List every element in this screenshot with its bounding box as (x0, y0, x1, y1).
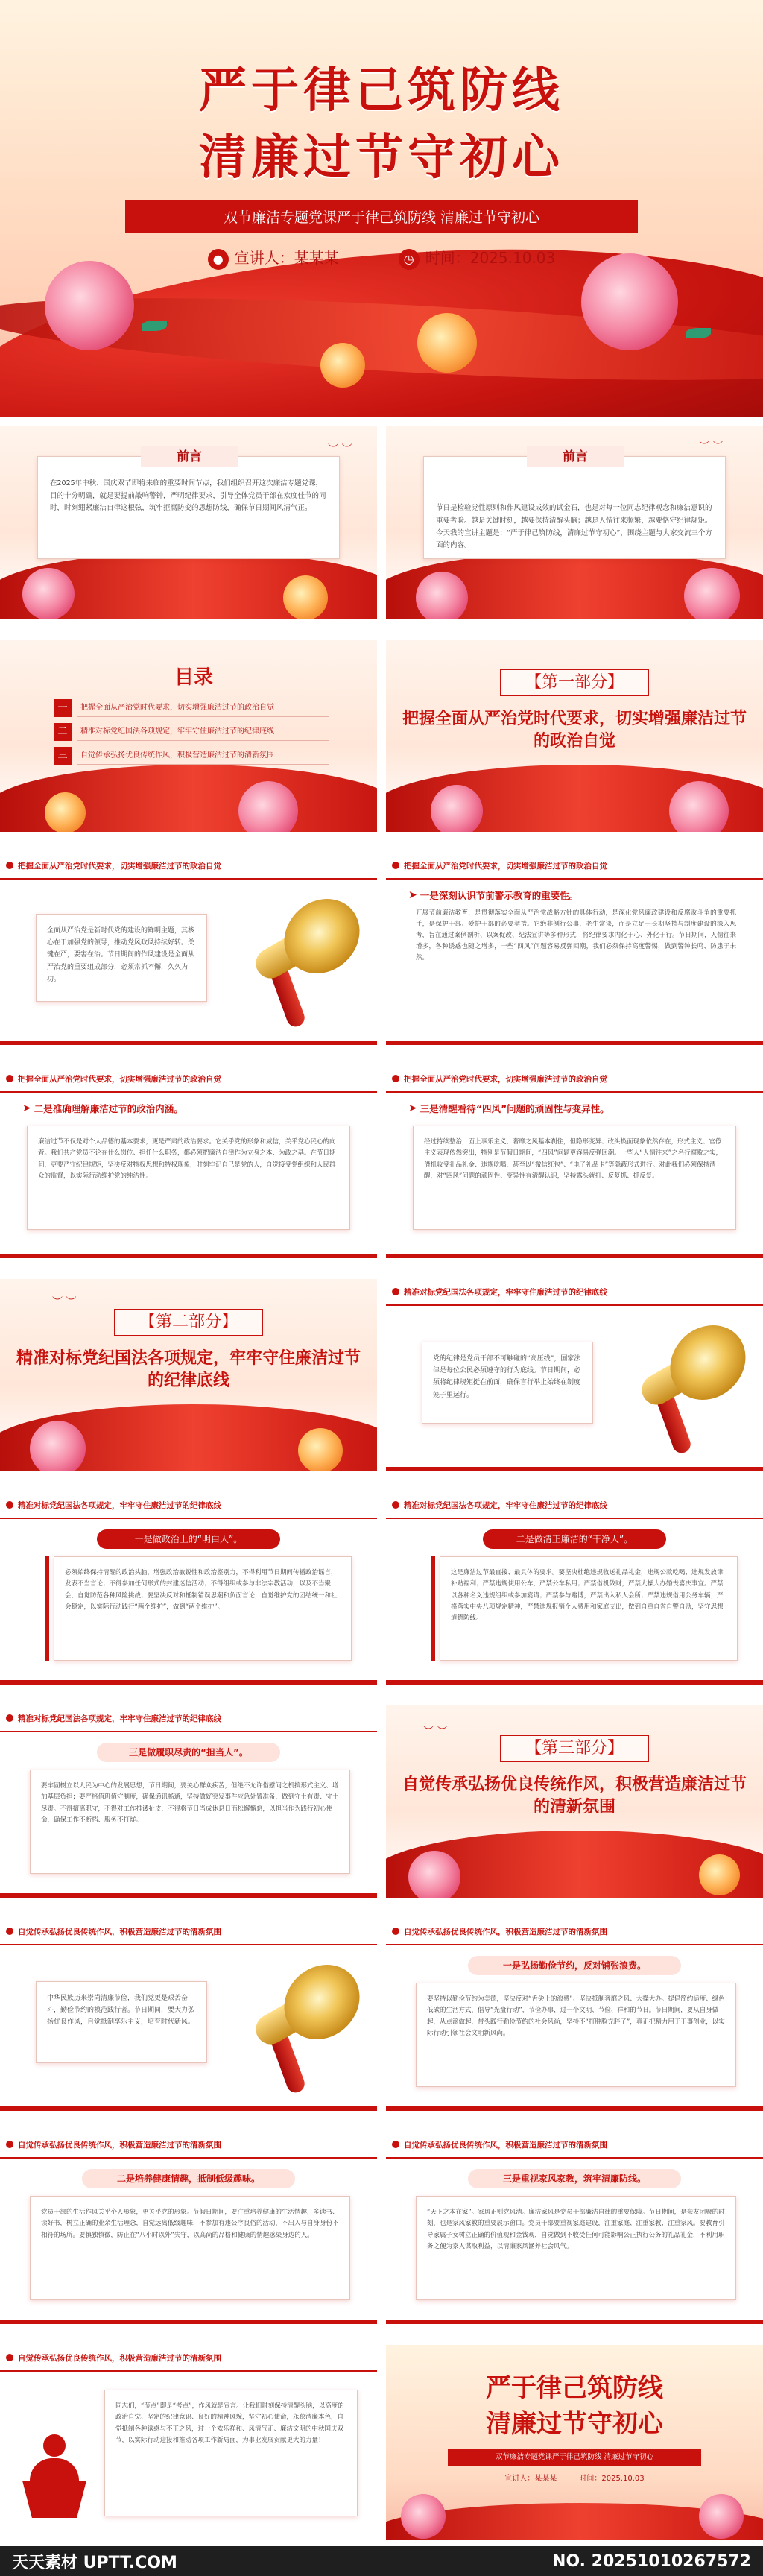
part3-intro-slide (0, 1919, 377, 2111)
final-title-line1: 严于律己筑防线 (486, 2373, 663, 2403)
bird-icon: ︶ ︶ (52, 1296, 77, 1308)
header-text: 精准对标党纪国法各项规定，牢牢守住廉洁过节的纪律底线 (404, 1287, 607, 1297)
toc-num: 二 (54, 723, 72, 741)
final-banner: 双节廉洁专题党课严于律己筑防线 清廉过节守初心 (448, 2449, 701, 2466)
slide-footer (0, 1680, 377, 1685)
part1-title: 把握全面从严治党时代要求，切实增强廉洁过节的政治自觉 (402, 709, 747, 751)
point-box (416, 2196, 736, 2300)
part2-point3-slide (0, 1705, 377, 1898)
preface-slide-right (386, 426, 763, 619)
red-bar-decoration (431, 1556, 435, 1661)
part2-intro-slide (386, 1279, 763, 1471)
chrysanthemum-icon (298, 1428, 343, 1471)
leaf-icon (142, 321, 167, 331)
watermark-left: 天天素材 UPTT.COM (12, 2553, 177, 2572)
trumpet-bell-icon (279, 899, 364, 973)
toc-item-1[interactable] (54, 699, 329, 717)
slide-footer (386, 1467, 763, 1471)
watermark-bar (0, 2546, 763, 2576)
slide-footer (386, 1041, 763, 1045)
part2-title: 精准对标党纪国法各项规定，牢牢守住廉洁过节的纪律底线 (16, 1348, 361, 1390)
part1-point2-slide (0, 1066, 377, 1258)
part3-title-slide (386, 1705, 763, 1898)
trumpet-icon (624, 1321, 751, 1462)
header-text: 把握全面从严治党时代要求，切实增强廉洁过节的政治自觉 (404, 861, 607, 871)
peony-icon (416, 572, 468, 619)
intro-box (422, 1342, 593, 1424)
cover-slide (0, 0, 763, 417)
slide-header (386, 1279, 763, 1306)
slide-footer (0, 1041, 377, 1045)
slide-header (0, 1492, 377, 1519)
part3-point3-slide (386, 2132, 763, 2324)
point-text: 开展节前廉洁教育，是贯彻落实全面从严治党战略方针的具体行动，是深化党风廉政建设和反腐败斗争的重要抓手，是保护干部、爱护干部的必要举措。它绝非例行公事，老生常谈，而是立足于长期坚持与制度建设的深入思考，旨在通过案例剖析、以案促改、纪法宣讲等多种形式，将纪律要求内化于心、外化于行。节日期间，人情往来增多，各种诱惑也随之增多，一些“四风”问题容易反弹回潮，我们必须保持高度警惕，做到警钟长鸣、防患于未然。 (416, 909, 736, 962)
point-text: 这是廉洁过节最直接、最具体的要求。要坚决杜绝违规收送礼品礼金，违规公款吃喝、违规发放津补贴福利；严禁违规使用公车，严禁公车私用；严禁借机敛财，严禁大操大办婚丧喜庆事宜。严禁以各种名义违规组织或参加宴请；严禁参与赌博，严禁出入私人会所；严禁违规借用公务车辆；严格落实中央八项规定精神，严禁违规报销个人费用和家庭支出，做到自重自省自警自励，坚守思想道德防线。 (451, 1569, 724, 1623)
intro-box (36, 1981, 207, 2063)
intro-text: 党的纪律是党员干部不可触碰的“高压线”，国家法律是每位公民必须遵守的行为底线。节日期间，必须将纪律规矩挺在前面，确保言行举止始终在制度笼子里运行。 (433, 1355, 581, 1399)
toc-num: 三 (54, 747, 72, 765)
header-text: 把握全面从严治党时代要求，切实增强廉洁过节的政治自觉 (18, 1074, 221, 1084)
final-speaker-label: 宣讲人：某某某 (504, 2475, 557, 2483)
point-box (54, 1556, 352, 1661)
header-text: 自觉传承弘扬优良传统作风，积极营造廉洁过节的清新氛围 (18, 1927, 221, 1936)
part2-point2-slide (386, 1492, 763, 1685)
slide-header (0, 1919, 377, 1945)
preface-tag: 前言 (141, 446, 238, 467)
header-dot-icon (6, 2354, 13, 2361)
peony-icon (699, 2494, 744, 2539)
trumpet-bell-icon (665, 1325, 750, 1400)
closing-box (104, 2390, 358, 2516)
point-heading: ➤ 一是深刻认识节前警示教育的重要性。 (408, 889, 579, 901)
chrysanthemum-icon (283, 575, 328, 619)
point-text: 要坚持以勤俭节约为美德，坚决反对“舌尖上的浪费”、坚决抵制奢靡之风、大操大办。提倡简约适度、绿色低碳的生活方式，倡导“光盘行动”，节俭办事，过一个文明、节俭、祥和的节日。节日期间，要从自身做起，从点滴做起，带头践行勤俭节约的社会风尚，坚持不“打肿脸充胖子”，真正把精力用于干事创业，以实际行动引领社会文明新风尚。 (427, 1995, 725, 2037)
red-bar-decoration (45, 1556, 49, 1661)
final-title-line2: 清廉过节守初心 (486, 2409, 663, 2439)
speaker-info (208, 246, 339, 270)
header-text: 精准对标党纪国法各项规定，牢牢守住廉洁过节的纪律底线 (18, 1500, 221, 1510)
part2-title-slide (0, 1279, 377, 1471)
header-text: 精准对标党纪国法各项规定，牢牢守住廉洁过节的纪律底线 (18, 1714, 221, 1723)
slide-footer (386, 2106, 763, 2111)
preface-text: 在2025年中秋、国庆双节即将来临的重要时间节点，我们组织召开这次廉洁专题党课，目的十分明确，就是要提前敲响警钟，严明纪律要求，引导全体党员干部在欢度佳节的同时，时刻绷紧廉洁自律这根弦，筑牢拒腐防变的思想防线，确保节日期间风清气正。 (50, 479, 326, 513)
peony-icon (30, 1421, 86, 1471)
chrysanthemum-icon (45, 792, 86, 832)
chrysanthemum-icon (699, 1854, 740, 1895)
intro-text: 中华民族历来崇尚清廉节俭，我们党更是艰苦奋斗，勤俭节约的模范践行者。节日期间，要大力弘扬优良作风，自觉抵制享乐主义，培育时代新风。 (47, 1995, 195, 2027)
part2-point1-slide (0, 1492, 377, 1685)
point-text: 廉洁过节不仅是对个人品德的基本要求，更是严肃的政治要求。它关乎党的形象和威信，关乎党心民心的向背。我们共产党员不论在什么岗位、担任什么职务，都必须把廉洁自律作为立身之本、为政之基。在节日期间，更要严守纪律规矩，坚决反对特权思想和特权现象，时刻牢记自己是党的人，自觉接受党组织和人民群众的监督，以实际行动维护党的纯洁性。 (38, 1138, 336, 1180)
final-date-label: 时间：2025.10.03 (579, 2475, 645, 2483)
header-dot-icon (6, 2141, 13, 2148)
slide-header (386, 853, 763, 880)
preface-text: 节日是检验党性原则和作风建设成效的试金石，也是对每一位同志纪律观念和廉洁意识的重要考验。越是关键时刻，越要保持清醒头脑；越是人情往来频繁，越要恪守纪律规矩。 今天我的宣讲主题是：“严于律己筑防线，清廉过节守初心”，围绕主题与大家交流三个方面的内容。 (436, 504, 712, 550)
peony-icon (408, 1851, 460, 1898)
slide-header (386, 2132, 763, 2159)
peony-icon (401, 2494, 446, 2539)
header-dot-icon (6, 1928, 13, 1935)
header-dot-icon (6, 1714, 13, 1722)
podium-stand-icon (22, 2481, 86, 2518)
slide-header (0, 1705, 377, 1732)
header-text: 自觉传承弘扬优良传统作风，积极营造廉洁过节的清新氛围 (18, 2353, 221, 2363)
slide-header (386, 1492, 763, 1519)
toc-text: 自觉传承弘扬优良传统作风，积极营造廉洁过节的清新氛围 (77, 747, 329, 765)
point-text: 党员干部的生活作风关乎个人形象，更关乎党的形象。节假日期间，要注重培养健康的生活情趣，多读书、读好书，树立正确的业余生活理念，自觉远离低级趣味，不参加有违公序良俗的活动，不出入与自身身份不相符的场所。要慎独慎微，防止在“八小时以外”失守，以高尚的品格和健康的情趣感染身边的人。 (41, 2209, 339, 2239)
bird-icon: ︶ ︶ (699, 441, 724, 452)
part2-label: 【第二部分】 (114, 1309, 263, 1336)
slide-footer (386, 2320, 763, 2324)
cover-title-line2: 清廉过节守初心 (199, 130, 564, 186)
slide-header (0, 853, 377, 880)
part1-title-slide (386, 640, 763, 832)
point-box (440, 1556, 738, 1661)
point-text: 经过持续整治，面上享乐主义、奢靡之风基本刹住，但隐形变异、改头换面现象依然存在，形式主义、官僚主义表现依然突出，特别是节假日期间，“四风”问题更容易反弹回潮。一些人“人情往来”之名行腐败之实，借机收受礼品礼金、违规吃喝，甚至以“微信红包”、“电子礼品卡”等隐蔽形式进行。对此我们必须保持清醒，对“四风”问题的顽固性、变异性有清醒认识，坚持露头就打、反复抓、抓反复。 (424, 1138, 723, 1180)
point-pill: 二是培养健康情趣，抵制低级趣味。 (82, 2169, 295, 2188)
preface-box (37, 449, 340, 559)
leaf-icon (686, 328, 711, 338)
point-pill: 一是做政治上的“明白人”。 (97, 1530, 280, 1549)
date-label: 时间：2025.10.03 (425, 249, 556, 267)
header-dot-icon (392, 862, 399, 869)
trumpet-icon (238, 1960, 365, 2102)
intro-text: 全面从严治党是新时代党的建设的鲜明主题，其核心在于加强党的领导，推动党风政风持续好转。关键在严，要害在治。节日期间的作风建设是全面从严治党的重要组成部分，必须常抓不懈，久久为功。 (47, 927, 195, 983)
header-text: 自觉传承弘扬优良传统作风，积极营造廉洁过节的清新氛围 (18, 2140, 221, 2150)
point-box (30, 2196, 350, 2300)
header-dot-icon (6, 1075, 13, 1082)
point-heading: ➤ 二是准确理解廉洁过节的政治内涵。 (22, 1102, 183, 1114)
part1-point3-slide (386, 1066, 763, 1258)
part3-point1-slide (386, 1919, 763, 2111)
toc-slide (0, 640, 377, 832)
header-text: 自觉传承弘扬优良传统作风，积极营造廉洁过节的清新氛围 (404, 2140, 607, 2150)
slide-footer (0, 1254, 377, 1258)
toc-text: 把握全面从严治党时代要求，切实增强廉洁过节的政治自觉 (77, 699, 329, 717)
point-box (413, 1126, 736, 1230)
trumpet-bell-icon (279, 1965, 364, 2039)
preface-slide-left (0, 426, 377, 619)
point-pill: 二是做清正廉洁的“干净人”。 (483, 1530, 666, 1549)
point-text: 要牢固树立以人民为中心的发展思想，节日期间，要关心群众疾苦，但绝不允许借慰问之机搞形式主义、增加基层负担；要严格值班值守制度，确保通讯畅通，坚持做好突发事件应急处置准备，做到守土有责、守土尽责。不得擅离职守，不得对工作推诿扯皮，不得将节日当成休息日而松懈懈怠，以担当作为践行初心使命，确保工作不断档、服务不打烊。 (41, 1782, 339, 1824)
arrow-icon: ➤ (408, 1102, 417, 1114)
speaker-label: 宣讲人：某某某 (234, 249, 339, 267)
point-text: “天下之本在家”。家风正则党风清。廉洁家风是党员干部廉洁自律的重要保障。节日期间，是亲友团聚的时刻，也是家风家教的重要展示窗口。党员干部要重视家庭建设，注重家庭、注重家教、注重家风。要教育引导家属子女树立正确的价值观和金钱观，自觉做到不收受任何可能影响公正执行公务的礼品礼金，不利用职务之便为家人谋取利益，以清廉家风涵养社会风气。 (427, 2209, 725, 2250)
part3-title: 自觉传承弘扬优良传统作风，积极营造廉洁过节的清新氛围 (402, 1775, 747, 1816)
trumpet-icon (238, 894, 365, 1036)
point-text: 必须始终保持清醒的政治头脑，增强政治敏锐性和政治鉴别力，不得利用节日期间传播政治谣言，发表不当言论；不得参加任何形式的封建迷信活动；不得组织或参与非法宗教活动，以及不当聚会，自觉防范各种风险挑战；要坚决反对和抵制错误思潮和负面言论，自觉维护党的团结统一和社会稳定，以实际行动践行“两个维护”，做到“两个维护”。 (65, 1569, 338, 1611)
preface-tag: 前言 (527, 446, 624, 467)
slide-header (386, 1066, 763, 1093)
slide-header (386, 1919, 763, 1945)
bird-icon: ︶ ︶ (328, 443, 352, 455)
slide-footer (386, 1680, 763, 1685)
slide-footer (386, 1254, 763, 1258)
chrysanthemum-icon (320, 343, 365, 388)
point-pill: 三是重视家风家教，筑牢清廉防线。 (468, 2169, 681, 2188)
bird-icon: ︶ ︶ (423, 1726, 448, 1737)
point-pill: 一是弘扬勤俭节约，反对铺张浪费。 (468, 1956, 681, 1975)
cover-title-line1: 严于律己筑防线 (199, 63, 564, 119)
part3-point2-slide (0, 2132, 377, 2324)
part3-label: 【第三部分】 (500, 1735, 649, 1762)
speaker-head-icon (43, 2434, 66, 2457)
peony-icon (45, 261, 134, 350)
point-box (30, 1770, 350, 1874)
slide-footer (0, 1893, 377, 1898)
point-box (27, 1126, 350, 1230)
header-dot-icon (392, 1501, 399, 1509)
point-pill: 三是做履职尽责的“担当人”。 (97, 1743, 280, 1762)
arrow-icon: ➤ (408, 889, 417, 901)
speaker-podium-icon (22, 2434, 89, 2524)
header-text: 精准对标党纪国法各项规定，牢牢守住廉洁过节的纪律底线 (404, 1500, 607, 1510)
cover-meta (0, 246, 763, 270)
watermark-right: NO. 20251010267572 (552, 2551, 751, 2571)
peony-icon (22, 568, 75, 619)
peony-icon (431, 785, 483, 832)
slide-header (0, 2132, 377, 2159)
closing-text: 同志们，“节点”即是“考点”，作风就是宣言。让我们时刻保持清醒头脑，以高度的政治自觉、坚定的纪律意识、良好的精神风貌，坚守初心使命，永葆清廉本色，自觉抵制各种诱惑与不正之风，过一个欢乐祥和、风清气正、廉洁文明的中秋国庆双节，以实际行动迎接和推动各项工作新局面，为事业发展贡献更大的力量！ (115, 2402, 344, 2444)
header-dot-icon (392, 1075, 399, 1082)
toc-title: 目录 (174, 666, 213, 689)
header-dot-icon (6, 862, 13, 869)
peony-icon (684, 568, 740, 619)
toc-num: 一 (54, 699, 72, 717)
clock-icon: ◷ (399, 249, 420, 270)
preface-box (423, 449, 726, 559)
header-dot-icon (6, 1501, 13, 1509)
toc-text: 精准对标党纪国法各项规定，牢牢守住廉洁过节的纪律底线 (77, 723, 329, 741)
header-text: 把握全面从严治党时代要求，切实增强廉洁过节的政治自觉 (18, 861, 221, 871)
point-box (416, 1983, 736, 2087)
header-dot-icon (392, 1288, 399, 1295)
header-dot-icon (392, 1928, 399, 1935)
part1-point1-slide (386, 853, 763, 1045)
part1-intro-slide (0, 853, 377, 1045)
intro-box (36, 914, 207, 1002)
cover-banner: 双节廉洁专题党课严于律己筑防线 清廉过节守初心 (125, 200, 638, 233)
closing-slide (0, 2345, 377, 2540)
toc-item-2[interactable] (54, 723, 329, 741)
arrow-icon: ➤ (22, 1102, 31, 1114)
user-icon: ● (208, 249, 229, 270)
header-text: 把握全面从严治党时代要求，切实增强廉洁过节的政治自觉 (404, 1074, 607, 1084)
part1-label: 【第一部分】 (500, 669, 649, 696)
stars-right-icon: ★★★ (581, 207, 630, 226)
slide-footer (0, 2106, 377, 2111)
toc-item-3[interactable] (54, 747, 329, 765)
point-heading: ➤ 三是清醒看待“四风”问题的顽固性与变异性。 (408, 1102, 610, 1114)
date-info (399, 246, 556, 270)
final-meta (386, 2472, 763, 2483)
header-dot-icon (392, 2141, 399, 2148)
header-text: 自觉传承弘扬优良传统作风，积极营造廉洁过节的清新氛围 (404, 1927, 607, 1936)
slide-header (0, 2345, 377, 2372)
slide-footer (0, 2320, 377, 2324)
slide-header (0, 1066, 377, 1093)
final-cover-slide (386, 2345, 763, 2540)
chrysanthemum-icon (417, 313, 477, 373)
